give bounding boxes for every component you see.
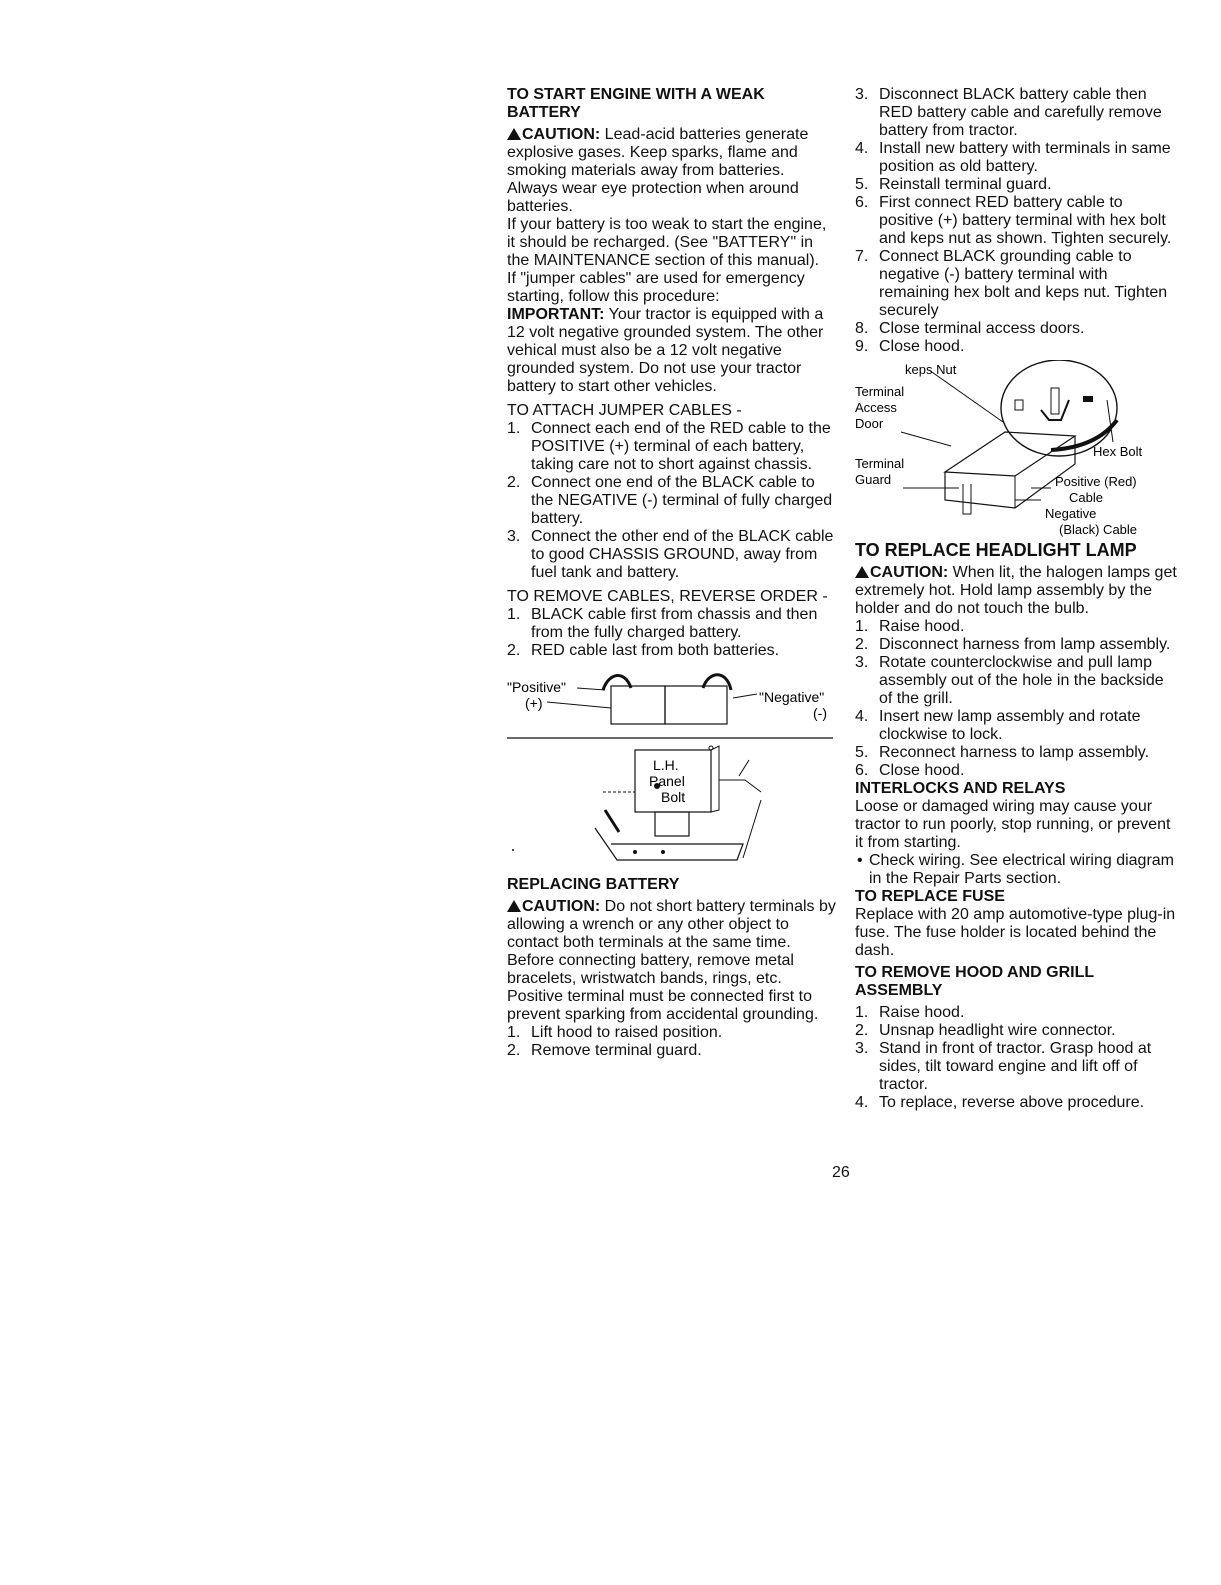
interlocks-paragraph: Loose or damaged wiring may cause your tractor to run poorly, stop running, or prevent it from starting. (855, 798, 1171, 851)
caution-label: CAUTION: (522, 126, 601, 143)
door-label: Door (855, 416, 884, 431)
clamp-left-shape (603, 675, 631, 690)
interlocks-heading: INTERLOCKS AND RELAYS (855, 780, 1066, 797)
hex-bolt-icon (1083, 396, 1093, 402)
list-item: 9. Close hood. (855, 338, 965, 355)
list-item: 5. Reinstall terminal guard. (855, 176, 1052, 193)
deck-shape (595, 828, 743, 860)
bolt-label: Bolt (661, 789, 686, 805)
negative-label: "Negative" (759, 689, 825, 705)
list-item: 3. Disconnect BLACK battery cable then RED battery cable and carefully remove battery from tractor. (855, 86, 1162, 139)
attach-steps-list (507, 420, 837, 582)
positive-red-label: Positive (Red) (1055, 474, 1137, 489)
hood-steps-list (855, 1004, 1180, 1112)
hood-heading: TO REMOVE HOOD AND GRILL ASSEMBLY (855, 964, 1094, 999)
caution-label: CAUTION: (870, 564, 949, 581)
caution-text: When lit, the halogen lamps get extremely hot. Hold lamp assembly by the holder and do not touch the bulb. (855, 564, 1177, 617)
headlight-steps-list (855, 618, 1180, 780)
caution-label: CAUTION: (522, 898, 601, 915)
important-label: IMPORTANT: (507, 306, 605, 323)
negative-symbol: (-) (813, 705, 827, 721)
lh-label: L.H. (653, 757, 679, 773)
fuse-paragraph: Replace with 20 amp automotive-type plug-in fuse. The fuse holder is located behind the dash. (855, 906, 1176, 959)
page-number: 26 (832, 1164, 850, 1181)
positive-symbol: (+) (525, 695, 543, 711)
list-item: 1. BLACK cable first from chassis and then from the fully charged battery. (507, 606, 818, 641)
interlocks-bullet: • Check wiring. See electrical wiring diagram in the Repair Parts section. (857, 852, 1175, 887)
bullet-icon: • (857, 852, 863, 869)
list-item: 4. To replace, reverse above procedure. (855, 1094, 1145, 1111)
panel-bolt-figure (507, 740, 837, 872)
list-item: 2. Remove terminal guard. (507, 1042, 702, 1059)
list-item: 2. Unsnap headlight wire connector. (855, 1022, 1116, 1039)
panel-bolt-diagram (507, 740, 837, 872)
list-item: 1. Lift hood to raised position. (507, 1024, 723, 1041)
jumper-paragraph: If "jumper cables" are used for emergency starting, follow this procedure: (507, 270, 805, 305)
caution-paragraph-1 (507, 126, 837, 216)
positive-label: "Positive" (507, 679, 566, 695)
attach-heading: TO ATTACH JUMPER CABLES - (507, 402, 742, 419)
negative-label: Negative (1045, 506, 1097, 521)
list-item: 6. First connect RED battery cable to positive (+) battery terminal with hex bolt and keps nut as shown. Tighten securely. (855, 194, 1172, 247)
right-column (855, 86, 1180, 1112)
list-item: 2. Connect one end of the BLACK cable to the NEGATIVE (-) terminal of fully charged battery. (507, 474, 833, 527)
recharge-paragraph: If your battery is too weak to start the engine, it should be recharged. (See "BATTERY" in the MAINTENANCE section of this manual). (507, 216, 827, 269)
list-item: 2. RED cable last from both batteries. (507, 642, 780, 659)
list-item: 1. Raise hood. (855, 618, 965, 635)
caution-paragraph-3 (855, 564, 1180, 618)
caution-text: Lead-acid batteries generate explosive gases. Keep sparks, flame and smoking materials away from batteries. Always wear eye protection when around batteries. (507, 126, 809, 215)
list-item: 4. Insert new lamp assembly and rotate clockwise to lock. (855, 708, 1141, 743)
jumper-cable-diagram (507, 668, 837, 740)
headlight-heading: TO REPLACE HEADLIGHT LAMP (855, 540, 1137, 560)
remove-steps-list (507, 606, 837, 660)
weak-battery-heading: TO START ENGINE WITH A WEAK BATTERY (507, 86, 765, 121)
list-item: 1. Raise hood. (855, 1004, 965, 1021)
jumper-cable-figure (507, 668, 837, 740)
warning-triangle-icon (507, 900, 521, 912)
battery-terminal-diagram (855, 360, 1180, 538)
list-item: 1. Connect each end of the RED cable to the POSITIVE (+) terminal of each battery, taking care not to short against chassis. (507, 420, 831, 473)
warning-triangle-icon (855, 566, 869, 578)
list-item: 2. Disconnect harness from lamp assembly. (855, 636, 1171, 653)
access-label: Access (855, 400, 897, 415)
terminal-guard-label-1: Terminal (855, 456, 905, 471)
important-paragraph (507, 306, 837, 396)
keps-nut-label: keps Nut (905, 362, 957, 377)
hex-bolt-label: Hex Bolt (1093, 444, 1143, 459)
terminal-label: Terminal (855, 384, 905, 399)
caution-text: Do not short battery terminals by allowing a wrench or any other object to contact both terminals at the same time. Before connecting battery, remove metal bracelets, wristwatch bands, rings, etc. (507, 898, 836, 987)
remove-heading: TO REMOVE CABLES, REVERSE ORDER - (507, 588, 828, 605)
positive-first-paragraph: Positive terminal must be connected first to prevent sparking from accidental grounding. (507, 988, 819, 1023)
list-item: 3. Connect the other end of the BLACK cable to good CHASSIS GROUND, away from fuel tank and battery. (507, 528, 834, 581)
replace-steps-list (507, 1024, 837, 1060)
caution-paragraph-2 (507, 898, 837, 988)
list-item: 4. Install new battery with terminals in same position as old battery. (855, 140, 1171, 175)
list-item: 6. Close hood. (855, 762, 965, 779)
battery-shape (945, 432, 1075, 476)
important-text: Your tractor is equipped with a 12 volt negative grounded system. The other vehical must also be a 12 volt negative grounded system. Do not use your tractor battery to start other vehicles. (507, 306, 824, 395)
terminal-guard-label-2: Guard (855, 472, 892, 487)
battery-right-shape (665, 686, 727, 724)
warning-triangle-icon (507, 128, 521, 140)
black-cable-label: (Black) Cable (1059, 522, 1138, 537)
list-item: 3. Stand in front of tractor. Grasp hood at sides, tilt toward engine and lift off of tractor. (855, 1040, 1152, 1093)
fuse-heading: TO REPLACE FUSE (855, 888, 1005, 905)
cable-label: Cable (1069, 490, 1103, 505)
battery-terminal-figure (855, 360, 1180, 538)
left-column (507, 86, 837, 1060)
list-item: 7. Connect BLACK grounding cable to negative (-) battery terminal with remaining hex bolt and keps nut. Tighten securely (855, 248, 1168, 319)
list-item: 3. Rotate counterclockwise and pull lamp assembly out of the hole in the backside of the grill. (855, 654, 1164, 707)
replacing-battery-heading: REPLACING BATTERY (507, 876, 680, 893)
replace-steps-continued-list (855, 86, 1180, 356)
battery-left-shape (611, 686, 665, 724)
list-item: 5. Reconnect harness to lamp assembly. (855, 744, 1150, 761)
panel-label: Panel (649, 773, 685, 789)
list-item: 8. Close terminal access doors. (855, 320, 1085, 337)
